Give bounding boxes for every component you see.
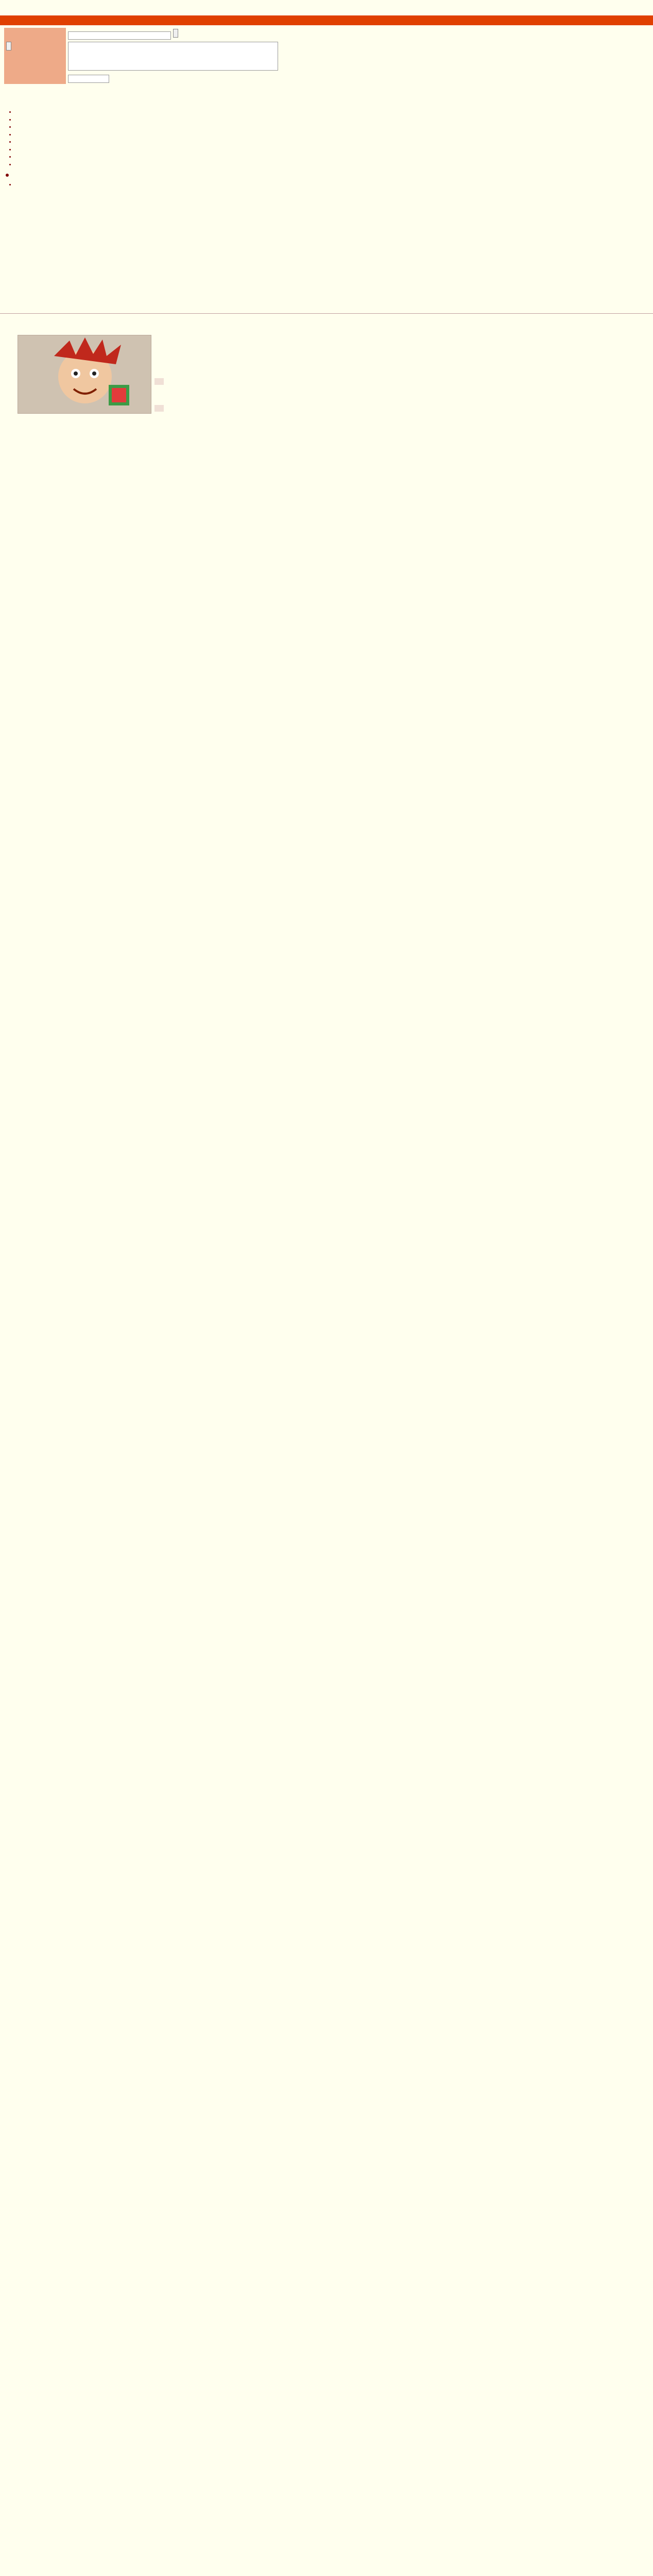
comment-label: [4, 41, 66, 74]
rule-item: [15, 139, 417, 146]
rule-item: [15, 154, 417, 161]
image-filename: [0, 317, 653, 327]
mode-banner: [0, 15, 653, 25]
rule-item: [15, 124, 417, 131]
rule-item: [15, 147, 417, 154]
reply-form: [4, 28, 426, 84]
op-thumbnail-image[interactable]: [18, 335, 151, 414]
email-label: [4, 28, 66, 41]
rule-item: [15, 117, 417, 124]
op-quote-reply: [154, 378, 164, 385]
op-post-body: [163, 354, 472, 362]
rule-item: [15, 109, 417, 116]
op-image-art: [18, 335, 151, 414]
delete-key-label: [4, 74, 66, 84]
rule-item: [15, 132, 417, 139]
submit-button[interactable]: [173, 29, 178, 38]
op-quote-reply-2: [154, 405, 164, 412]
color-button[interactable]: [6, 42, 11, 50]
new-board-link[interactable]: [15, 169, 417, 181]
board-rules: [15, 108, 417, 190]
divider: [0, 313, 653, 314]
rule-item: [15, 162, 417, 168]
comment-textarea[interactable]: [68, 42, 278, 71]
delete-key-field[interactable]: [68, 75, 109, 83]
catalog-nav: [15, 182, 417, 189]
thread: [0, 317, 653, 327]
email-field[interactable]: [68, 31, 171, 40]
